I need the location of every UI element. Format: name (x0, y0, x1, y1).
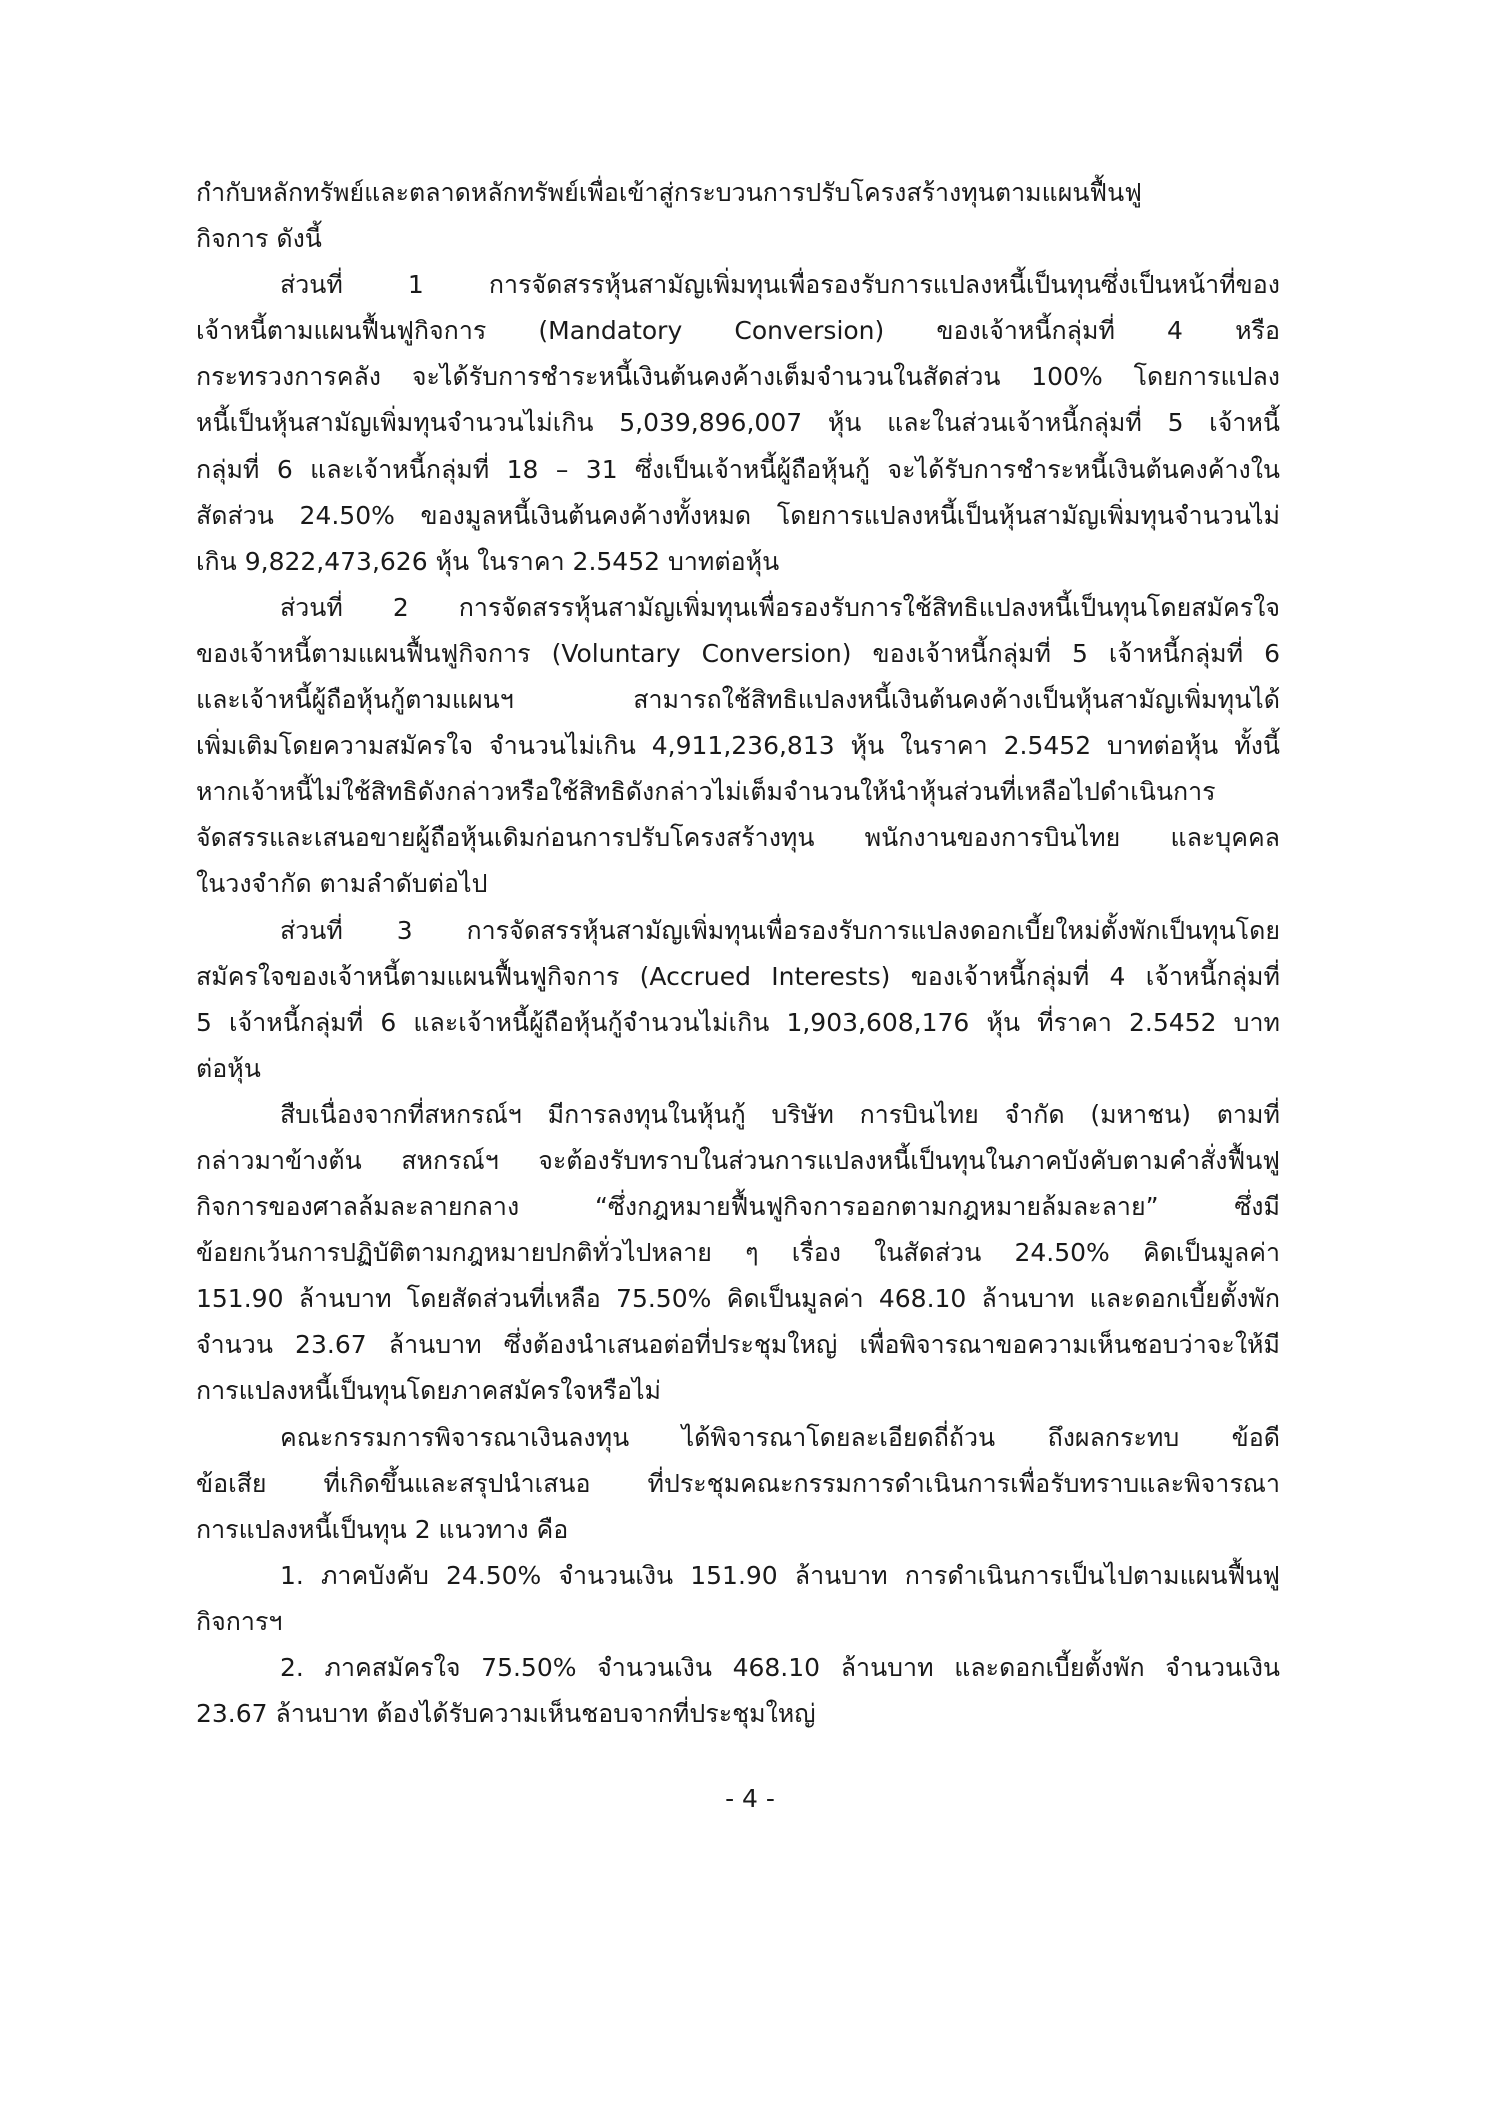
text-line: 151.90 ล้านบาท โดยสัดส่วนที่เหลือ 75.50% คิดเป็นมูลค่า 468.10 ล้านบาท และดอกเบี้ยตั้งพัก (196, 1284, 1280, 1314)
page-number: - 4 - (725, 1784, 775, 1813)
text-line: กล่าวมาข้างต้น สหกรณ์ฯ จะต้องรับทราบในส่วนการแปลงหนี้เป็นทุนในภาคบังคับตามคำสั่งฟื้นฟู (196, 1145, 1280, 1175)
text-line: 5 เจ้าหนี้กลุ่มที่ 6 และเจ้าหนี้ผู้ถือหุ้นกู้จำนวนไม่เกิน 1,903,608,176 หุ้น ที่ราคา 2.5452 บาท (196, 1007, 1280, 1037)
paragraph-start-line: ส่วนที่ 2 การจัดสรรหุ้นสามัญเพิ่มทุนเพื่อรองรับการใช้สิทธิแปลงหนี้เป็นทุนโดยสมัครใจ (280, 592, 1280, 622)
text-line: เจ้าหนี้ตามแผนฟื้นฟูกิจการ (Mandatory Conversion) ของเจ้าหนี้กลุ่มที่ 4 หรือ (196, 316, 1280, 346)
text-line: เกิน 9,822,473,626 หุ้น ในราคา 2.5452 บาทต่อหุ้น (196, 546, 780, 576)
text-line: สัดส่วน 24.50% ของมูลหนี้เงินต้นคงค้างทั้งหมด โดยการแปลงหนี้เป็นหุ้นสามัญเพิ่มทุนจำนวนไม่ (196, 500, 1280, 530)
text-line: เพิ่มเติมโดยความสมัครใจ จำนวนไม่เกิน 4,911,236,813 หุ้น ในราคา 2.5452 บาทต่อหุ้น ทั้งนี้ (196, 731, 1280, 761)
text-line: กระทรวงการคลัง จะได้รับการชำระหนี้เงินต้นคงค้างเต็มจำนวนในสัดส่วน 100% โดยการแปลง (196, 362, 1280, 392)
text-line: จัดสรรและเสนอขายผู้ถือหุ้นเดิมก่อนการปรับโครงสร้างทุน พนักงานของการบินไทย และบุคคล (196, 823, 1280, 853)
text-line: ข้อยกเว้นการปฏิบัติตามกฎหมายปกติทั่วไปหลาย ๆ เรื่อง ในสัดส่วน 24.50% คิดเป็นมูลค่า (196, 1238, 1280, 1268)
paragraph-start-line: ส่วนที่ 1 การจัดสรรหุ้นสามัญเพิ่มทุนเพื่อรองรับการแปลงหนี้เป็นทุนซึ่งเป็นหน้าที่ของ (280, 270, 1280, 300)
text-line: กิจการของศาลล้มละลายกลาง “ซึ่งกฎหมายฟื้นฟูกิจการออกตามกฎหมายล้มละลาย” ซึ่งมี (196, 1192, 1280, 1222)
text-line: กลุ่มที่ 6 และเจ้าหนี้กลุ่มที่ 18 – 31 ซึ่งเป็นเจ้าหนี้ผู้ถือหุ้นกู้ จะได้รับการชำระหนี้เงินต้นคงค้างใน (196, 454, 1280, 484)
text-line: 23.67 ล้านบาท ต้องได้รับความเห็นชอบจากที่ประชุมใหญ่ (196, 1699, 816, 1729)
paragraph-start-line: คณะกรรมการพิจารณาเงินลงทุน ได้พิจารณาโดยละเอียดถี่ถ้วน ถึงผลกระทบ ข้อดี (280, 1422, 1280, 1452)
text-line: ในวงจำกัด ตามลำดับต่อไป (196, 869, 488, 899)
paragraph-start-line: สืบเนื่องจากที่สหกรณ์ฯ มีการลงทุนในหุ้นกู้ บริษัท การบินไทย จำกัด (มหาชน) ตามที่ (280, 1099, 1280, 1129)
paragraph-start-line: ส่วนที่ 3 การจัดสรรหุ้นสามัญเพิ่มทุนเพื่อรองรับการแปลงดอกเบี้ยใหม่ตั้งพักเป็นทุนโดย (280, 915, 1280, 945)
text-line: กิจการ ดังนี้ (196, 224, 322, 254)
text-line: หากเจ้าหนี้ไม่ใช้สิทธิดังกล่าวหรือใช้สิทธิดังกล่าวไม่เต็มจำนวนให้นำหุ้นส่วนที่เหลือไปดำเนินการ (196, 777, 1216, 807)
text-line: และเจ้าหนี้ผู้ถือหุ้นกู้ตามแผนฯ สามารถใช้สิทธิแปลงหนี้เงินต้นคงค้างเป็นหุ้นสามัญเพิ่มทุนได้ (196, 685, 1280, 715)
text-line: การแปลงหนี้เป็นทุนโดยภาคสมัครใจหรือไม่ (196, 1376, 662, 1406)
text-line: กิจการฯ (196, 1606, 283, 1636)
document-body (196, 170, 1280, 1737)
list-item-2-line: 2. ภาคสมัครใจ 75.50% จำนวนเงิน 468.10 ล้านบาท และดอกเบี้ยตั้งพัก จำนวนเงิน (280, 1653, 1280, 1682)
list-item-1-line: 1. ภาคบังคับ 24.50% จำนวนเงิน 151.90 ล้านบาท การดำเนินการเป็นไปตามแผนฟื้นฟู (280, 1560, 1280, 1590)
text-line: สมัครใจของเจ้าหนี้ตามแผนฟื้นฟูกิจการ (Accrued Interests) ของเจ้าหนี้กลุ่มที่ 4 เจ้าหนี้กลุ่มที่ (196, 961, 1280, 991)
text-line: การแปลงหนี้เป็นทุน 2 แนวทาง คือ (196, 1514, 569, 1544)
text-line: ข้อเสีย ที่เกิดขึ้นและสรุปนำเสนอ ที่ประชุมคณะกรรมการดำเนินการเพื่อรับทราบและพิจารณา (196, 1468, 1280, 1498)
text-line: หนี้เป็นหุ้นสามัญเพิ่มทุนจำนวนไม่เกิน 5,039,896,007 หุ้น และในส่วนเจ้าหนี้กลุ่มที่ 5 เจ้าหนี้ (196, 408, 1280, 438)
text-line: ต่อหุ้น (196, 1053, 261, 1083)
text-line: ของเจ้าหนี้ตามแผนฟื้นฟูกิจการ (Voluntary Conversion) ของเจ้าหนี้กลุ่มที่ 5 เจ้าหนี้กลุ่มที่ 6 (196, 638, 1280, 668)
text-line: จำนวน 23.67 ล้านบาท ซึ่งต้องนำเสนอต่อที่ประชุมใหญ่ เพื่อพิจารณาขอความเห็นชอบว่าจะให้มี (196, 1330, 1280, 1360)
text-line: กำกับหลักทรัพย์และตลาดหลักทรัพย์เพื่อเข้าสู่กระบวนการปรับโครงสร้างทุนตามแผนฟื้นฟู (196, 178, 1142, 207)
